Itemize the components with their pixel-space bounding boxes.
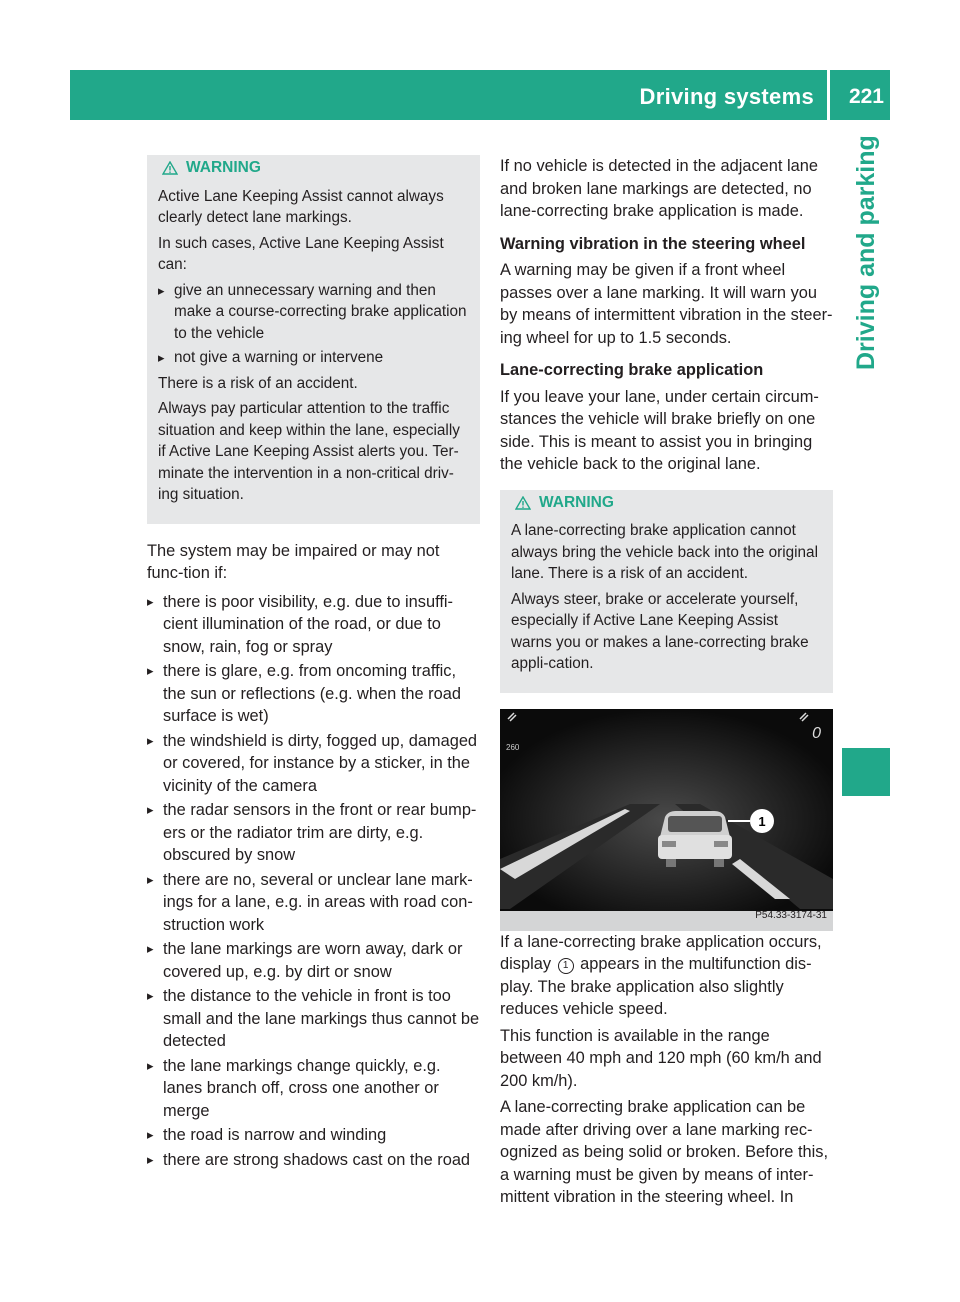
warning-text: Always steer, brake or accelerate yourself, especially if Active Lane Keeping Assist warns you or makes a lane-correcting brake appli-cation. bbox=[511, 590, 809, 672]
callout-1-reference: 1 bbox=[558, 958, 574, 974]
body-paragraph: If no vehicle is detected in the adjacent lane and broken lane markings are detected, no lane-correcting brake application is made. bbox=[500, 157, 819, 220]
warning-box bbox=[147, 155, 480, 524]
warning-list bbox=[158, 280, 470, 369]
multifunction-display-figure bbox=[500, 709, 833, 931]
warning-heading bbox=[511, 492, 823, 515]
header-divider bbox=[827, 70, 830, 120]
body-paragraph: A lane-correcting brake application can be made after driving over a lane marking rec-ognized as being solid or broken. Before this, a warning must be given by means of inter-mittent vibration in the steering wheel. In bbox=[500, 1098, 829, 1206]
list-item: ▸ the distance to the vehicle in front is too small and the lane markings thus cannot be detected bbox=[147, 985, 480, 1053]
list-item: ▸ there are no, several or unclear lane mark-ings for a lane, e.g. in areas with road con-struction work bbox=[147, 869, 480, 937]
warning-text: Always pay particular attention to the traffic situation and keep within the lane, especially if Active Lane Keeping Assist alerts you. Ter-minate the intervention in a non-critical driv-ing situation. bbox=[158, 400, 460, 503]
warning-box bbox=[500, 490, 833, 693]
text-run: If a lane-correcting brake application occurs, display bbox=[500, 932, 822, 973]
list-item: ▸ there are strong shadows cast on the road bbox=[147, 1149, 480, 1172]
list-item: ▸ the road is narrow and winding bbox=[147, 1124, 480, 1147]
list-item: ▸ the radar sensors in the front or rear bump-ers or the radiator trim are dirty, e.g. obscured by snow bbox=[147, 799, 480, 867]
list-item: ▸ there is poor visibility, e.g. due to insuffi-cient illumination of the road, or due to snow, rain, fog or spray bbox=[147, 591, 480, 659]
figure-code: P54.33-3174-31 bbox=[755, 910, 827, 921]
warning-triangle-icon bbox=[162, 161, 178, 175]
text-run: appears in the multifunction dis-play. The brake application also slightly reduces vehicle speed. bbox=[500, 955, 812, 1018]
body-paragraph: A warning may be given if a front wheel passes over a lane marking. It will warn you by means of intermittent vibration in the steer-ing wheel for up to 1.5 seconds. bbox=[500, 261, 833, 347]
impairment-list bbox=[147, 591, 480, 1172]
list-item: ▸ the windshield is dirty, fogged up, damaged or covered, for instance by a sticker, in the vicinity of the camera bbox=[147, 730, 480, 798]
speed-readout: 260 bbox=[506, 742, 520, 752]
callout-number: 1 bbox=[758, 813, 766, 829]
warning-list-item: ▸ not give a warning or intervene bbox=[158, 347, 470, 369]
body-paragraph: This function is available in the range between 40 mph and 120 mph (60 km/h and 200 km/h). bbox=[500, 1026, 822, 1090]
figure-caption-bar bbox=[500, 911, 833, 931]
warning-text: There is a risk of an accident. bbox=[158, 374, 358, 392]
page-number: 221 bbox=[848, 85, 884, 108]
body-paragraph: If you leave your lane, under certain circum-stances the vehicle will brake briefly on one side. This is meant to assist you in bringing the vehicle back to the original lane. bbox=[500, 387, 819, 473]
car-icon bbox=[658, 811, 732, 867]
display-indicator: 0 bbox=[812, 724, 821, 742]
display-illustration bbox=[500, 709, 833, 911]
left-column bbox=[147, 155, 480, 1173]
warning-title: WARNING bbox=[539, 493, 614, 511]
warning-list-item: ▸ give an unnecessary warning and then make a course-correcting brake application to the vehicle bbox=[158, 280, 470, 345]
chapter-tab-label: Driving and parking bbox=[852, 135, 880, 370]
warning-text: In such cases, Active Lane Keeping Assist can: bbox=[158, 234, 444, 273]
body-paragraph bbox=[500, 931, 833, 1021]
subheading: Lane-correcting brake application bbox=[500, 361, 764, 379]
warning-text: A lane-correcting brake application cannot always bring the vehicle back into the original lane. There is a risk of an accident. bbox=[511, 522, 818, 582]
subheading: Warning vibration in the steering wheel bbox=[500, 234, 806, 253]
warning-heading bbox=[158, 157, 470, 180]
section-title: Driving systems bbox=[639, 84, 814, 109]
body-paragraph: The system may be impaired or may not func-tion if: bbox=[147, 541, 440, 582]
page-header bbox=[70, 70, 890, 120]
list-item: ▸ the lane markings change quickly, e.g. lanes branch off, cross one another or merge bbox=[147, 1055, 480, 1123]
chapter-tab[interactable] bbox=[842, 135, 890, 715]
chapter-marker bbox=[842, 748, 890, 796]
list-item: ▸ there is glare, e.g. from oncoming traffic, the sun or reflections (e.g. when the road surface is wet) bbox=[147, 660, 480, 728]
list-item: ▸ the lane markings are worn away, dark or covered up, e.g. by dirt or snow bbox=[147, 938, 480, 983]
warning-text: Active Lane Keeping Assist cannot always clearly detect lane markings. bbox=[158, 187, 444, 226]
warning-title: WARNING bbox=[186, 159, 261, 176]
right-column bbox=[500, 155, 833, 1213]
warning-triangle-icon bbox=[515, 496, 531, 510]
